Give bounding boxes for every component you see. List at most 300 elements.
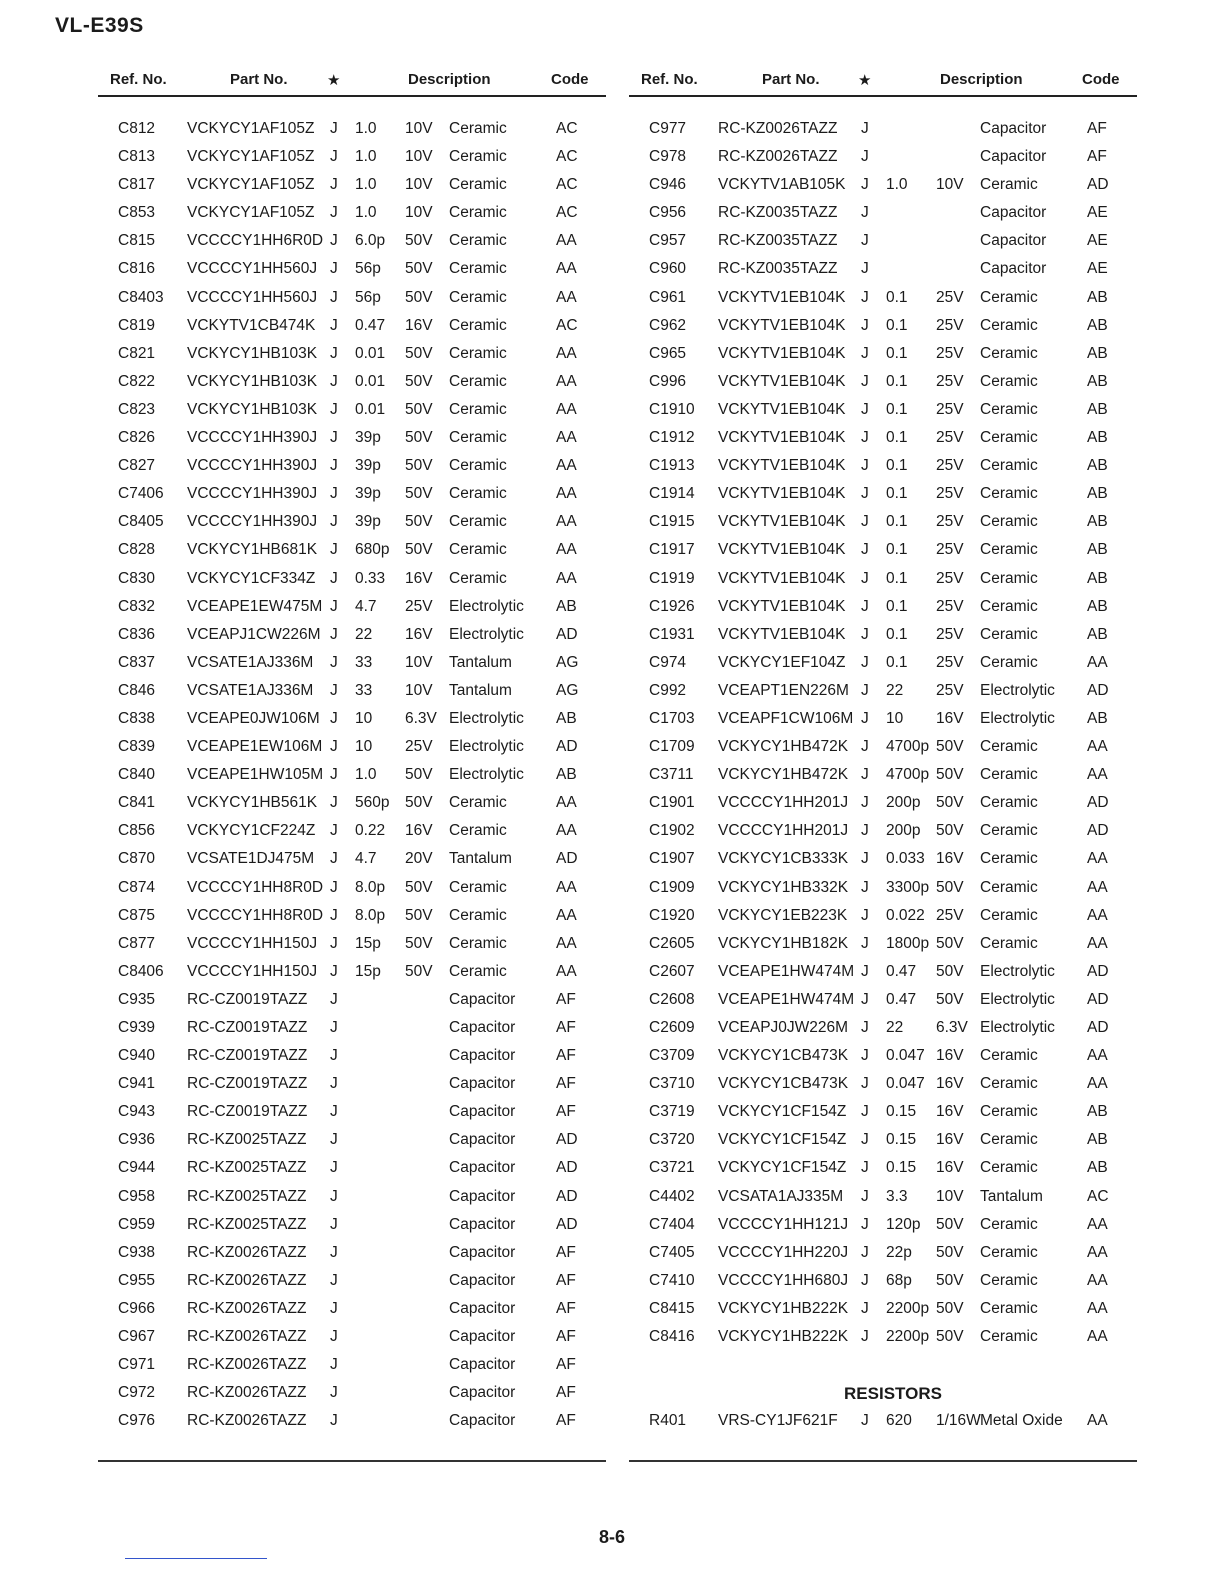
part-part-no: VCKYCY1HB472K	[718, 766, 849, 784]
part-part-no: RC-CZ0019TAZZ	[187, 990, 308, 1008]
part-part-no: VCKYTV1EB104K	[718, 429, 846, 447]
part-part-no: VCKYCY1HB561K	[187, 794, 318, 812]
part-code: AB	[1087, 316, 1108, 334]
part-row	[98, 707, 606, 735]
part-part-no: VCCCCY1HH390J	[187, 429, 318, 447]
part-part-type: Capacitor	[449, 1047, 516, 1065]
part-value: 0.1	[886, 316, 908, 334]
part-code: AA	[1087, 1075, 1108, 1093]
part-value: 22p	[886, 1243, 912, 1261]
part-part-no: VCEAPJ1CW226M	[187, 625, 321, 643]
part-value: 1.0	[886, 176, 908, 194]
part-row	[98, 510, 606, 538]
part-code: AA	[1087, 1047, 1108, 1065]
part-part-type: Capacitor	[449, 1187, 516, 1205]
part-row	[629, 988, 1137, 1016]
part-part-no: VCKYCY1CB333K	[718, 850, 849, 868]
part-part-type: Ceramic	[980, 850, 1038, 868]
part-j-mark: J	[330, 906, 338, 924]
part-part-type: Capacitor	[980, 232, 1047, 250]
part-j-mark: J	[330, 1356, 338, 1374]
part-j-mark: J	[330, 681, 338, 699]
part-rating: 25V	[936, 513, 964, 531]
part-part-no: VCKYTV1EB104K	[718, 541, 846, 559]
part-part-type: Ceramic	[980, 1299, 1038, 1317]
part-j-mark: J	[330, 822, 338, 840]
part-row	[629, 932, 1137, 960]
part-row	[629, 1213, 1137, 1241]
part-part-no: VCEAPE1HW474M	[718, 962, 855, 980]
part-part-no: VCKYCY1AF105Z	[187, 176, 315, 194]
part-code: AB	[1087, 541, 1108, 559]
part-j-mark: J	[330, 569, 338, 587]
part-rating: 16V	[936, 850, 964, 868]
part-ref-no: C7404	[649, 1215, 695, 1233]
part-part-no: RC-CZ0019TAZZ	[187, 1103, 308, 1121]
part-rating: 50V	[936, 1299, 964, 1317]
part-part-no: VCKYTV1EB104K	[718, 625, 846, 643]
part-ref-no: C877	[118, 934, 156, 952]
part-part-type: Ceramic	[449, 457, 507, 475]
part-j-mark: J	[330, 429, 338, 447]
part-code: AE	[1087, 260, 1108, 278]
part-code: AA	[556, 878, 577, 896]
part-code: AF	[556, 1412, 576, 1430]
part-row	[629, 651, 1137, 679]
part-code: AB	[556, 709, 577, 727]
part-value: 8.0p	[355, 878, 386, 896]
part-part-type: Ceramic	[980, 1159, 1038, 1177]
part-part-no: VCKYCY1HB103K	[187, 400, 318, 418]
part-row	[629, 482, 1137, 510]
part-value: 0.1	[886, 457, 908, 475]
part-part-no: RC-KZ0026TAZZ	[187, 1271, 307, 1289]
part-j-mark: J	[861, 372, 869, 390]
part-part-no: VCCCCY1HH150J	[187, 934, 318, 952]
part-row	[98, 229, 606, 257]
part-part-type: Capacitor	[449, 1159, 516, 1177]
part-ref-no: C2607	[649, 962, 695, 980]
part-code: AB	[1087, 457, 1108, 475]
part-code: AD	[556, 1187, 578, 1205]
part-rating: 16V	[405, 316, 433, 334]
part-ref-no: C967	[118, 1328, 156, 1346]
part-part-type: Ceramic	[980, 541, 1038, 559]
part-part-no: VCCCCY1HH121J	[718, 1215, 849, 1233]
part-code: AA	[1087, 1299, 1108, 1317]
part-code: AA	[556, 934, 577, 952]
part-part-type: Capacitor	[449, 1412, 516, 1430]
part-rating: 10V	[405, 176, 433, 194]
part-value: 0.15	[886, 1159, 917, 1177]
part-part-type: Ceramic	[980, 794, 1038, 812]
part-part-no: VCCCCY1HH8R0D	[187, 878, 324, 896]
part-part-type: Capacitor	[980, 148, 1047, 166]
part-value: 4.7	[355, 850, 377, 868]
part-rating: 10V	[405, 120, 433, 137]
part-j-mark: J	[861, 1299, 869, 1317]
part-part-no: VRS-CY1JF621F	[718, 1412, 838, 1430]
part-row	[98, 1156, 606, 1184]
part-value: 2200p	[886, 1299, 930, 1317]
part-j-mark: J	[330, 850, 338, 868]
part-j-mark: J	[330, 541, 338, 559]
part-ref-no: C2608	[649, 990, 695, 1008]
part-part-no: VCKYCY1HB182K	[718, 934, 849, 952]
part-rating: 16V	[936, 1075, 964, 1093]
part-part-no: VCEAPF1CW106M	[718, 709, 854, 727]
part-code: AA	[556, 260, 577, 278]
part-ref-no: C955	[118, 1271, 156, 1289]
part-j-mark: J	[330, 457, 338, 475]
part-value: 0.033	[886, 850, 925, 868]
part-part-type: Ceramic	[980, 653, 1038, 671]
part-value: 0.022	[886, 906, 925, 924]
part-ref-no: C956	[649, 204, 687, 222]
header-description: Description	[940, 71, 1023, 88]
part-rating: 16V	[405, 822, 433, 840]
part-ref-no: C8403	[118, 288, 164, 306]
part-j-mark: J	[330, 1215, 338, 1233]
part-rating: 25V	[936, 400, 964, 418]
part-value: 4700p	[886, 766, 930, 784]
part-row	[98, 1128, 606, 1156]
part-ref-no: C838	[118, 709, 156, 727]
part-rating: 50V	[936, 934, 964, 952]
part-part-no: VCKYCY1AF105Z	[187, 120, 315, 137]
part-part-no: VCKYCY1HB103K	[187, 372, 318, 390]
part-value: 0.1	[886, 288, 908, 306]
part-part-no: VCKYCY1HB472K	[718, 738, 849, 756]
part-code: AA	[1087, 850, 1108, 868]
part-code: AA	[556, 344, 577, 362]
part-part-type: Ceramic	[980, 822, 1038, 840]
part-rating: 20V	[405, 850, 433, 868]
part-value: 68p	[886, 1271, 912, 1289]
part-rating: 16V	[936, 709, 964, 727]
header-rule	[98, 95, 606, 97]
part-code: AA	[556, 288, 577, 306]
part-value: 1.0	[355, 120, 377, 137]
part-ref-no: C1902	[649, 822, 695, 840]
part-rating: 10V	[405, 653, 433, 671]
part-j-mark: J	[861, 400, 869, 418]
part-code: AD	[556, 1159, 578, 1177]
part-j-mark: J	[861, 1271, 869, 1289]
part-code: AC	[556, 120, 578, 137]
part-part-type: Capacitor	[980, 120, 1047, 137]
part-code: AA	[1087, 906, 1108, 924]
part-rating: 50V	[405, 878, 433, 896]
part-value: 0.47	[886, 990, 917, 1008]
part-row	[629, 229, 1137, 257]
part-code: AA	[556, 513, 577, 531]
part-code: AD	[556, 850, 578, 868]
part-row	[98, 286, 606, 314]
part-row	[629, 623, 1137, 651]
part-j-mark: J	[330, 1131, 338, 1149]
part-value: 0.1	[886, 625, 908, 643]
part-ref-no: C966	[118, 1299, 156, 1317]
part-part-type: Ceramic	[980, 738, 1038, 756]
part-j-mark: J	[861, 288, 869, 306]
part-row	[98, 538, 606, 566]
part-part-no: RC-KZ0035TAZZ	[718, 260, 838, 278]
part-code: AA	[1087, 766, 1108, 784]
part-part-no: VCKYCY1HB332K	[718, 878, 849, 896]
part-ref-no: C1709	[649, 738, 695, 756]
part-ref-no: C972	[118, 1384, 156, 1402]
part-code: AD	[556, 625, 578, 643]
part-row	[629, 847, 1137, 875]
part-part-no: RC-CZ0019TAZZ	[187, 1019, 308, 1036]
part-j-mark: J	[861, 1103, 869, 1121]
part-j-mark: J	[330, 962, 338, 980]
part-code: AA	[556, 400, 577, 418]
part-part-type: Ceramic	[449, 485, 507, 503]
header-rule	[629, 95, 1137, 97]
part-part-type: Ceramic	[449, 513, 507, 531]
part-ref-no: C874	[118, 878, 156, 896]
part-part-no: VCKYTV1EB104K	[718, 400, 846, 418]
part-rating: 25V	[936, 569, 964, 587]
part-value: 22	[886, 1019, 904, 1036]
part-value: 15p	[355, 934, 381, 952]
part-rating: 25V	[936, 485, 964, 503]
part-ref-no: C823	[118, 400, 156, 418]
part-j-mark: J	[330, 1103, 338, 1121]
part-row	[629, 819, 1137, 847]
part-part-type: Ceramic	[449, 344, 507, 362]
part-code: AF	[556, 1299, 576, 1317]
part-value: 0.01	[355, 400, 386, 418]
part-part-type: Capacitor	[980, 260, 1047, 278]
part-rating: 50V	[405, 260, 433, 278]
part-code: AD	[1087, 990, 1109, 1008]
part-rating: 16V	[405, 625, 433, 643]
part-code: AB	[1087, 288, 1108, 306]
part-value: 39p	[355, 457, 381, 475]
part-j-mark: J	[861, 1159, 869, 1177]
part-j-mark: J	[861, 794, 869, 812]
part-ref-no: C875	[118, 906, 156, 924]
part-row	[98, 1072, 606, 1100]
part-j-mark: J	[861, 597, 869, 615]
part-ref-no: R401	[649, 1412, 687, 1430]
part-rating: 50V	[405, 232, 433, 250]
part-value: 0.1	[886, 400, 908, 418]
part-value: 0.1	[886, 653, 908, 671]
part-j-mark: J	[330, 1243, 338, 1261]
part-value: 0.1	[886, 344, 908, 362]
part-ref-no: C819	[118, 316, 156, 334]
part-code: AF	[556, 1019, 576, 1036]
part-part-type: Ceramic	[980, 934, 1038, 952]
part-j-mark: J	[861, 1328, 869, 1346]
part-code: AE	[1087, 232, 1108, 250]
part-part-no: VCSATE1DJ475M	[187, 850, 315, 868]
part-j-mark: J	[330, 709, 338, 727]
part-code: AD	[556, 1131, 578, 1149]
part-part-type: Capacitor	[449, 1271, 516, 1289]
part-code: AB	[1087, 429, 1108, 447]
part-part-no: RC-KZ0026TAZZ	[187, 1356, 307, 1374]
part-rating: 50V	[405, 457, 433, 475]
part-row	[629, 904, 1137, 932]
part-row	[98, 1241, 606, 1269]
part-ref-no: C7406	[118, 485, 164, 503]
part-ref-no: C957	[649, 232, 687, 250]
part-row	[629, 1044, 1137, 1072]
part-rating: 50V	[936, 766, 964, 784]
part-j-mark: J	[330, 288, 338, 306]
part-row	[629, 735, 1137, 763]
part-rating: 10V	[405, 681, 433, 699]
part-j-mark: J	[330, 485, 338, 503]
part-part-no: RC-CZ0019TAZZ	[187, 1075, 308, 1093]
part-row	[98, 679, 606, 707]
part-rating: 50V	[936, 1271, 964, 1289]
part-row	[629, 1409, 1137, 1437]
part-row	[629, 1185, 1137, 1213]
part-value: 0.01	[355, 372, 386, 390]
part-rating: 25V	[936, 597, 964, 615]
part-part-type: Capacitor	[449, 1328, 516, 1346]
part-code: AC	[1087, 1187, 1109, 1205]
part-value: 3300p	[886, 878, 930, 896]
part-row	[98, 1353, 606, 1381]
part-row	[629, 510, 1137, 538]
part-ref-no: C832	[118, 597, 156, 615]
part-ref-no: C812	[118, 120, 156, 137]
part-value: 8.0p	[355, 906, 386, 924]
part-j-mark: J	[861, 344, 869, 362]
part-value: 0.1	[886, 569, 908, 587]
part-row	[98, 1100, 606, 1128]
part-row	[629, 679, 1137, 707]
part-ref-no: C1907	[649, 850, 695, 868]
part-row	[98, 847, 606, 875]
part-code: AB	[1087, 625, 1108, 643]
part-part-no: VCKYTV1EB104K	[718, 457, 846, 475]
part-ref-no: C817	[118, 176, 156, 194]
part-row	[98, 1213, 606, 1241]
part-j-mark: J	[861, 850, 869, 868]
part-row	[98, 1325, 606, 1353]
part-rating: 25V	[936, 316, 964, 334]
part-j-mark: J	[861, 457, 869, 475]
part-row	[629, 1325, 1137, 1353]
part-part-type: Tantalum	[449, 653, 512, 671]
part-code: AA	[556, 429, 577, 447]
part-part-no: VCEAPE1EW475M	[187, 597, 323, 615]
part-part-type: Ceramic	[980, 597, 1038, 615]
part-code: AA	[556, 541, 577, 559]
part-ref-no: C815	[118, 232, 156, 250]
part-value: 0.22	[355, 822, 386, 840]
part-code: AD	[556, 1215, 578, 1233]
part-j-mark: J	[861, 1047, 869, 1065]
part-part-no: RC-KZ0035TAZZ	[718, 204, 838, 222]
part-row	[629, 1128, 1137, 1156]
part-row	[98, 482, 606, 510]
part-part-no: VCCCCY1HH150J	[187, 962, 318, 980]
part-ref-no: C853	[118, 204, 156, 222]
part-row	[98, 370, 606, 398]
part-rating: 50V	[405, 541, 433, 559]
part-j-mark: J	[861, 148, 869, 166]
part-part-no: VCCCCY1HH390J	[187, 485, 318, 503]
part-part-no: VCCCCY1HH8R0D	[187, 906, 324, 924]
part-code: AF	[556, 1384, 576, 1402]
part-value: 10	[355, 709, 373, 727]
part-rating: 25V	[936, 457, 964, 475]
part-j-mark: J	[330, 204, 338, 222]
part-row	[98, 960, 606, 988]
part-code: AB	[556, 597, 577, 615]
part-rating: 50V	[936, 1243, 964, 1261]
part-rating: 10V	[405, 204, 433, 222]
part-j-mark: J	[330, 738, 338, 756]
part-rating: 10V	[936, 176, 964, 194]
part-rating: 50V	[405, 906, 433, 924]
part-value: 39p	[355, 429, 381, 447]
part-part-type: Tantalum	[980, 1187, 1043, 1205]
part-code: AA	[556, 822, 577, 840]
part-ref-no: C940	[118, 1047, 156, 1065]
part-part-no: VCKYTV1EB104K	[718, 513, 846, 531]
parts-list-left	[98, 117, 606, 1437]
part-part-no: VCKYTV1EB104K	[718, 344, 846, 362]
part-part-type: Ceramic	[980, 1328, 1038, 1346]
part-row	[629, 426, 1137, 454]
part-ref-no: C827	[118, 457, 156, 475]
part-rating: 50V	[405, 934, 433, 952]
part-ref-no: C840	[118, 766, 156, 784]
part-value: 39p	[355, 485, 381, 503]
part-code: AF	[556, 1047, 576, 1065]
part-ref-no: C939	[118, 1019, 156, 1036]
part-rating: 50V	[936, 1328, 964, 1346]
part-row	[629, 1016, 1137, 1044]
part-rating: 16V	[936, 1131, 964, 1149]
part-part-no: VCCCCY1HH680J	[718, 1271, 849, 1289]
part-j-mark: J	[861, 653, 869, 671]
part-j-mark: J	[861, 1243, 869, 1261]
part-code: AB	[1087, 569, 1108, 587]
part-j-mark: J	[330, 148, 338, 166]
part-value: 0.47	[886, 962, 917, 980]
part-part-no: VCKYCY1AF105Z	[187, 148, 315, 166]
part-ref-no: C1917	[649, 541, 695, 559]
part-value: 3.3	[886, 1187, 908, 1205]
part-value: 4.7	[355, 597, 377, 615]
part-part-no: VCCCCY1HH390J	[187, 457, 318, 475]
model-title: VL-E39S	[55, 14, 144, 37]
part-rating: 50V	[405, 485, 433, 503]
part-ref-no: C7410	[649, 1271, 695, 1289]
part-rating: 50V	[936, 822, 964, 840]
part-part-no: VCKYCY1HB222K	[718, 1299, 849, 1317]
part-value: 0.047	[886, 1075, 925, 1093]
part-code: AD	[1087, 1019, 1109, 1036]
part-j-mark: J	[861, 1019, 869, 1036]
part-row	[629, 763, 1137, 791]
part-part-type: Ceramic	[980, 288, 1038, 306]
part-part-type: Ceramic	[980, 1215, 1038, 1233]
part-row	[629, 257, 1137, 285]
part-j-mark: J	[330, 400, 338, 418]
